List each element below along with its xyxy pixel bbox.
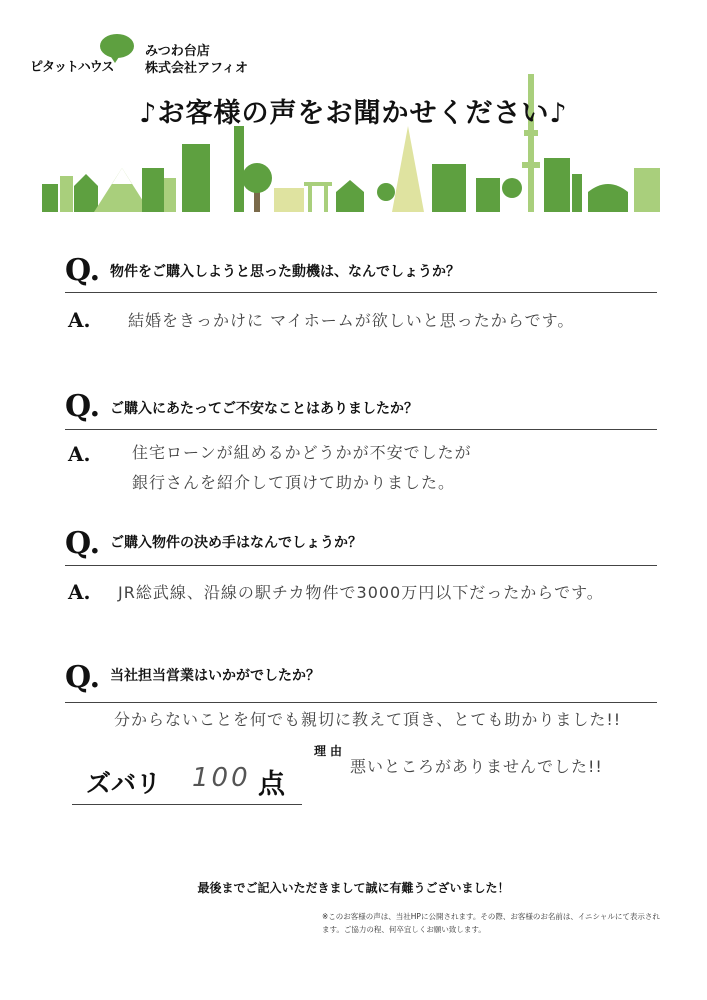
question-1-mark: Q. (65, 253, 101, 288)
reason-label: 理由 (314, 744, 347, 758)
score-unit: 点 (258, 769, 285, 800)
answer-2-line-1: 住宅ローンが組めるかどうかが不安でしたが (132, 443, 472, 462)
score-value: 100 (192, 763, 251, 793)
answer-2-line-2: 銀行さんを紹介して頂けて助かりました。 (132, 473, 456, 492)
pitat-house-logo (30, 34, 134, 74)
reason-text: 悪いところがありませんでした!! (350, 757, 603, 776)
answer-3-mark: A. (68, 580, 91, 604)
page-title: ♪お客様の声をお聞かせください♪ (139, 98, 568, 129)
question-4-underline (65, 702, 657, 703)
privacy-note: ※このお客様の声は、当社HPに公開されます。その際、お客様のお名前は、イニシャルにて表示されます。ご協力の程、何卒宜しくお願い致します。 (322, 912, 660, 934)
answer-4-line-1: 分からないことを何でも親切に教えて頂き、とても助かりました!! (114, 710, 622, 729)
question-2-underline (65, 429, 657, 430)
score-label: ズバリ (86, 769, 162, 798)
logo-text: ピタットハウス (30, 60, 114, 75)
question-4-mark: Q. (65, 660, 101, 695)
question-2-mark: Q. (65, 389, 101, 424)
question-1-text: 物件をご購入しようと思った動機は、なんでしょうか？ (110, 264, 460, 280)
answer-1-line-1: 結婚をきっかけに マイホームが欲しいと思ったからです。 (128, 311, 575, 330)
question-2-text: ご購入にあたってご不安なことはありましたか？ (110, 401, 418, 417)
answer-2-mark: A. (68, 442, 91, 466)
score-underline (72, 804, 302, 805)
question-1-underline (65, 292, 657, 293)
thank-you-message: 最後までご記入いただきまして誠に有難うございました！ (197, 881, 510, 895)
question-3-text: ご購入物件の決め手はなんでしょうか？ (110, 535, 362, 551)
store-name: みつわ台店 (145, 44, 210, 59)
company-name: 株式会社アフィオ (145, 61, 248, 76)
answer-1-mark: A. (68, 308, 91, 332)
question-3-mark: Q. (65, 526, 101, 561)
question-4-text: 当社担当営業はいかがでしたか？ (110, 668, 320, 684)
answer-3-line-1: JR総武線、沿線の駅チカ物件で3000万円以下だったからです。 (118, 583, 604, 602)
question-3-underline (65, 565, 657, 566)
